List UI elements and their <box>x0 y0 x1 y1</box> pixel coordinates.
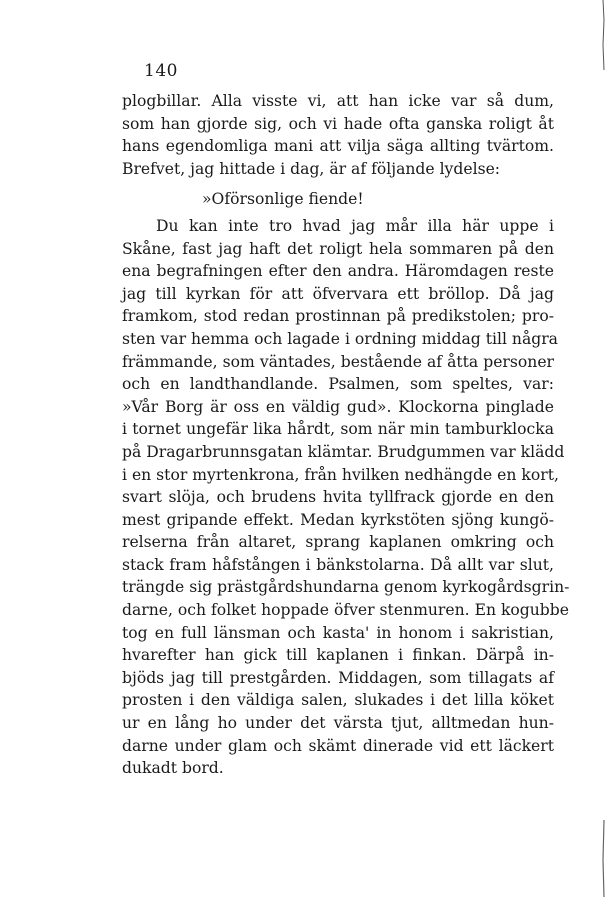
letter-salutation: »Oförsonlige fiende! <box>202 190 364 209</box>
text-line: darne, och folket hoppade öfver stenmuren. En kogubbe <box>122 601 570 620</box>
text-line: framkom, stod redan prostinnan på predikstolen; pro- <box>122 307 554 326</box>
text-line: darne under glam och skämt dinerade vid ett läckert <box>122 736 554 755</box>
text-line: hvarefter han gick till kaplanen i finkan. Därpå in- <box>122 646 554 665</box>
page-edge-marks <box>598 0 606 897</box>
text-line: mest gripande effekt. Medan kyrkstöten sjöng kungö- <box>122 510 554 529</box>
text-line: Brefvet, jag hittade i dag, är af följande lydelse: <box>122 159 501 178</box>
text-line: relserna från altaret, sprang kaplanen omkring och <box>122 533 554 552</box>
text-line: hans egendomliga mani att vilja säga allting tvärtom. <box>122 137 554 156</box>
text-line: Du kan inte tro hvad jag mår illa här uppe i <box>156 216 554 235</box>
text-line: trängde sig prästgårdshundarna genom kyrkogårdsgrin- <box>122 578 570 597</box>
text-line: på Dragarbrunnsgatan klämtar. Brudgummen var klädd <box>122 442 565 461</box>
text-line: i tornet ungefär lika hårdt, som när min tamburklocka <box>122 420 554 439</box>
text-line: Skåne, fast jag haft det roligt hela sommaren på den <box>122 239 554 258</box>
text-line: jag till kyrkan för att öfvervara ett bröllop. Då jag <box>122 284 554 303</box>
text-line: främmande, som väntades, bestående af åtta personer <box>122 352 554 371</box>
text-line: dukadt bord. <box>122 759 224 778</box>
text-line: ur en lång ho under det värsta tjut, alltmedan hun- <box>122 714 554 733</box>
text-line: prosten i den väldiga salen, slukades i det lilla köket <box>122 691 554 710</box>
text-line: ena begrafningen efter den andra. Häromdagen reste <box>122 262 554 281</box>
text-line: »Vår Borg är oss en väldig gud». Klockorna pinglade <box>122 397 554 416</box>
text-line: tog en full länsman och kasta' in honom i sakristian, <box>122 623 554 642</box>
text-line: i en stor myrtenkrona, från hvilken nedhängde en kort, <box>122 465 559 484</box>
page-number: 140 <box>144 61 178 81</box>
text-line: som han gjorde sig, och vi hade ofta ganska roligt åt <box>122 114 554 133</box>
text-line: bjöds jag till prestgården. Middagen, som tillagats af <box>122 668 554 687</box>
text-line: plogbillar. Alla visste vi, att han icke var så dum, <box>122 92 554 110</box>
text-block <box>122 90 570 780</box>
text-line: svart slöja, och brudens hvita tyllfrack gjorde en den <box>122 488 554 507</box>
text-line: stack fram håfstången i bänkstolarna. Då allt var slut, <box>122 555 554 574</box>
text-line: och en landthandlande. Psalmen, som speltes, var: <box>122 375 554 394</box>
text-line: sten var hemma och lagade i ordning middag till några <box>122 329 558 348</box>
